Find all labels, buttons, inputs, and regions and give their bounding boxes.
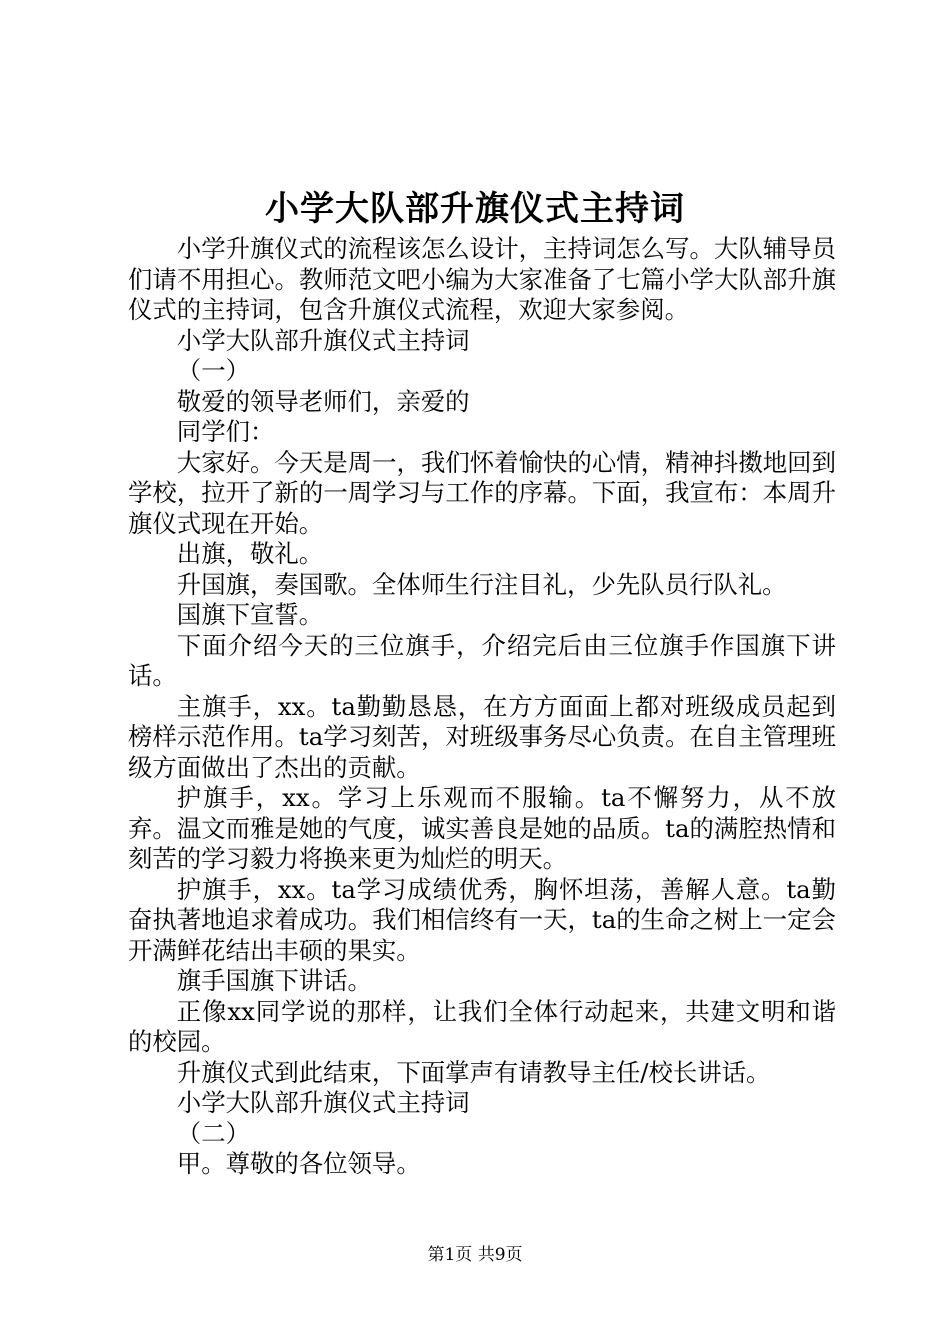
paragraph: 正像xx同学说的那样，让我们全体行动起来，共建文明和谐的校园。 bbox=[128, 996, 836, 1056]
paragraph: （二） bbox=[176, 1118, 250, 1148]
paragraph: 小学大队部升旗仪式主持词 bbox=[176, 1088, 470, 1117]
paragraph: 升国旗，奏国歌。全体师生行注目礼，少先队员行队礼。 bbox=[176, 569, 787, 599]
paragraph: 国旗下宣誓。 bbox=[176, 600, 324, 629]
paragraph: 同学们： bbox=[176, 417, 275, 446]
paragraph: 旗手国旗下讲话。 bbox=[176, 966, 372, 995]
paragraph: 下面介绍今天的三位旗手，介绍完后由三位旗手作国旗下讲话。 bbox=[128, 630, 836, 690]
paragraph: 甲。尊敬的各位领导。 bbox=[176, 1149, 421, 1178]
document-title: 小学大队部升旗仪式主持词 bbox=[265, 189, 685, 229]
paragraph: 小学升旗仪式的流程该怎么设计，主持词怎么写。大队辅导员们请不用担心。教师范文吧小编为大家准备了七篇小学大队部升旗仪式的主持词，包含升旗仪式流程，欢迎大家参阅。 bbox=[128, 234, 836, 324]
paragraph: 小学大队部升旗仪式主持词 bbox=[176, 325, 470, 355]
paragraph: （一） bbox=[176, 356, 250, 385]
document-body bbox=[128, 234, 836, 1180]
paragraph: 护旗手，xx。学习上乐观而不服输。ta不懈努力，从不放弃。温文而雅是她的气度，诚实善良是她的品质。ta的满腔热情和刻苦的学习毅力将换来更为灿烂的明天。 bbox=[128, 783, 836, 873]
paragraph: 敬爱的领导老师们，亲爱的 bbox=[176, 386, 470, 416]
paragraph: 大家好。今天是周一，我们怀着愉快的心情，精神抖擞地回到学校，拉开了新的一周学习与工作的序幕。下面，我宣布：本周升旗仪式现在开始。 bbox=[128, 447, 836, 538]
paragraph: 主旗手，xx。ta勤勤恳恳，在方方面面上都对班级成员起到榜样示范作用。ta学习刻苦，对班级事务尽心负责。在自主管理班级方面做出了杰出的贡献。 bbox=[128, 691, 836, 782]
page-footer: 第1页 共9页 bbox=[427, 1245, 523, 1265]
paragraph: 护旗手，xx。ta学习成绩优秀，胸怀坦荡，善解人意。ta勤奋执著地追求着成功。我们相信终有一天，ta的生命之树上一定会开满鲜花结出丰硕的果实。 bbox=[128, 874, 836, 965]
paragraph: 出旗，敬礼。 bbox=[176, 539, 324, 568]
paragraph: 升旗仪式到此结束，下面掌声有请教导主任/校长讲话。 bbox=[176, 1057, 771, 1087]
